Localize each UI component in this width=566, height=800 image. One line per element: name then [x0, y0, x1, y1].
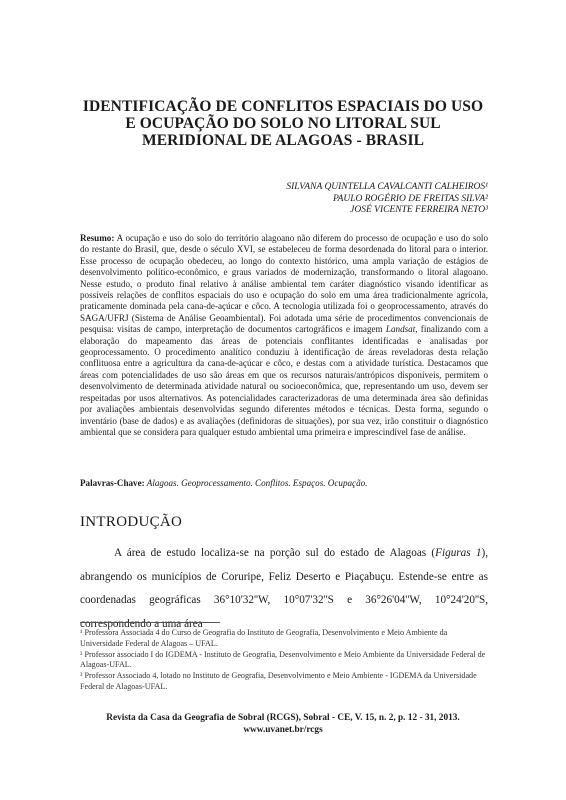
footnote-divider	[80, 622, 220, 623]
abstract	[80, 233, 488, 438]
keywords	[80, 478, 488, 489]
author-name: PAULO ROGÉRIO DE FREITAS SILVA²	[332, 193, 488, 204]
paper-title: IDENTIFICAÇÃO DE CONFLITOS ESPACIAIS DO USO E OCUPAÇÃO DO SOLO NO LITORAL SUL MERIDIONAL DE ALAGOAS - BRASIL	[82, 98, 484, 149]
journal-url: www.uvanet.br/rcgs	[243, 725, 323, 735]
footnote: ³ Professor Associado 4, lotado no Instituto de Geografia, Desenvolvimento e Meio Ambiente - IGDEMA da Universidade Federal de Alagoas-UFAL.	[80, 671, 477, 691]
footnote: ¹ Professora Associada 4 do Curso de Geografia do Instituto de Geografia, Desenvolvimento e Meio Ambiente da Universidade Federal de Alagoas – UFAL.	[80, 628, 448, 648]
section-heading-introduction: INTRODUÇÃO	[80, 514, 183, 530]
footnotes	[80, 628, 488, 693]
abstract-italic-term: Landsat	[385, 324, 416, 335]
abstract-text: , finalizando com a elaboração do mapeamento das áreas de potenciais conflitantes identificadas e analisadas por geoprocessamento. O procedimento analítico conduziu à identificação de áreas reveladoras desta relação conflituosa entre a agricultura da cana-de-açúcar e côco, e destas com a atividade turística. Destacamos que áreas com potencialidades de uso são áreas em que os recursos naturais/antrópicos disponíveis, permitem o desenvolvimento de determinada atividade natural ou socioeconômica, que, representando um uso, devem ser respeitadas por usos alternativos. As potencialidades caracterizadoras de uma determinada área são definidas por avaliações ambientais desenvolvidas segundo diferentes métodos e técnicas. Desta forma, segundo o inventário (base de dados) e as avaliações (definidoras de situações), por sua vez, irão constituir o diagnóstico ambiental que se considera para qualquer estudo ambiental uma primeira e imprescindível fase de análise.	[80, 324, 488, 437]
author-list	[286, 182, 488, 217]
author-name: SILVANA QUINTELLA CAVALCANTI CALHEIROS¹	[286, 182, 488, 192]
journal-citation: Revista da Casa da Geografia de Sobral (RCGS), Sobral - CE, V. 15, n. 2, p. 12 - 31, 2013.	[106, 713, 460, 723]
intro-text: ), abrangendo os municípios de Coruripe, Feliz Deserto e Piaçabuçu. Estende-se entre as coordenadas geográficas 36°10'32''W, 10°07'32''S e 36°26'04''W, 10°24'20''S, correspondendo a uma área	[80, 547, 488, 630]
page-footer	[60, 712, 506, 736]
abstract-label: Resumo:	[80, 233, 115, 243]
footnote: ² Professor associado I do IGDEMA - Instituto de Geografia, Desenvolvimento e Meio Ambiente da Universidade Federal de Alagoas-UFAL.	[80, 649, 486, 670]
intro-text: A área de estudo localiza-se na porção sul do estado de Alagoas (	[114, 547, 436, 559]
abstract-text: A ocupação e uso do solo do território alagoano não diferem do processo de ocupação e uso do solo do restante do Brasil, que, desde o século XVI, se estabeleceu de forma desordenada do litoral para o interior. Esse processo de ocupação obedeceu, ao longo do contexto histórico, uma ampla variação de estágios de desenvolvimento político-econômico, e graus variados de modernização, transformando o litoral alagoano. Nesse estudo, o produto final relativo à análise ambiental tem caráter diagnóstico visando identificar as possíveis relações de conflitos espaciais do uso e ocupação do solo em uma área tradicionalmente agrícola, praticamente dominada pela cana-de-açúcar e côco. A tecnologia utilizada foi o geoprocessamento, através do SAGA/UFRJ (Sistema de Análise Geoambiental). Foi adotada uma série de procedimentos convencionais de pesquisa: visitas de campo, interpretação de documentos cartográficos e imagem	[80, 233, 488, 335]
author-name: JOSÉ VICENTE FERREIRA NETO³	[350, 205, 488, 215]
keywords-text: Alagoas. Geoprocessamento. Conflitos. Espaços. Ocupação.	[144, 478, 368, 488]
figure-reference: Figuras 1	[435, 547, 482, 559]
keywords-label: Palavras-Chave:	[80, 478, 145, 488]
